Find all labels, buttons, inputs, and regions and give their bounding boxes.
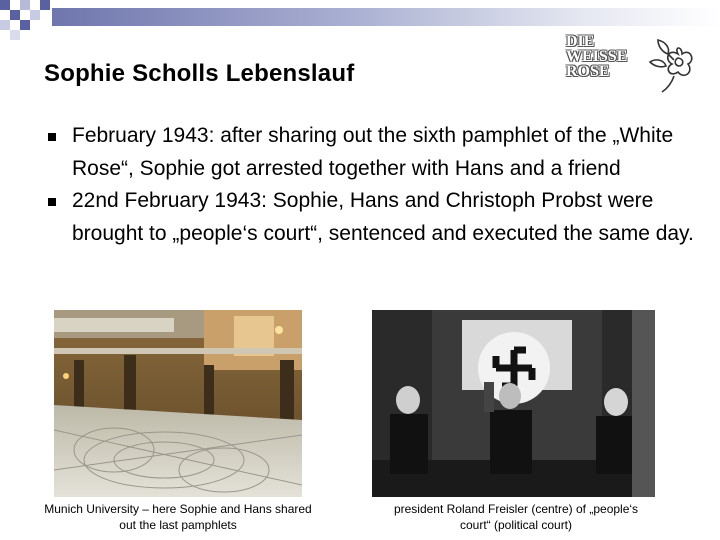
bullet-text-2: 22nd February 1943: Sophie, Hans and Christoph Probst were brought to „people‘s court“, sentenced and executed the same day. [72, 189, 694, 245]
caption-university: Munich University – here Sophie and Hans shared out the last pamphlets [44, 502, 312, 532]
peoples-court-photo [372, 310, 655, 497]
university-atrium-photo [54, 310, 302, 497]
caption-court: president Roland Freisler (centre) of „people‘s court“ (political court) [393, 502, 639, 532]
logo-line-2: WEISSE [566, 48, 628, 65]
header-band [52, 8, 720, 26]
bullet-square-icon [48, 133, 56, 141]
white-rose-logo [560, 30, 710, 96]
bullet-item-2 [44, 185, 694, 250]
checker-decoration [0, 0, 60, 40]
bullet-item-1 [44, 120, 694, 185]
bullet-text-1: February 1943: after sharing out the sixth pamphlet of the „White Rose“, Sophie got arrested together with Hans and a friend [72, 124, 674, 180]
logo-line-1: DIE [566, 33, 595, 50]
slide-title: Sophie Scholls Lebenslauf [44, 60, 355, 87]
bullet-list [44, 120, 694, 250]
logo-line-3: ROSE [566, 63, 610, 80]
bullet-square-icon [48, 198, 56, 206]
rose-icon [644, 32, 708, 94]
